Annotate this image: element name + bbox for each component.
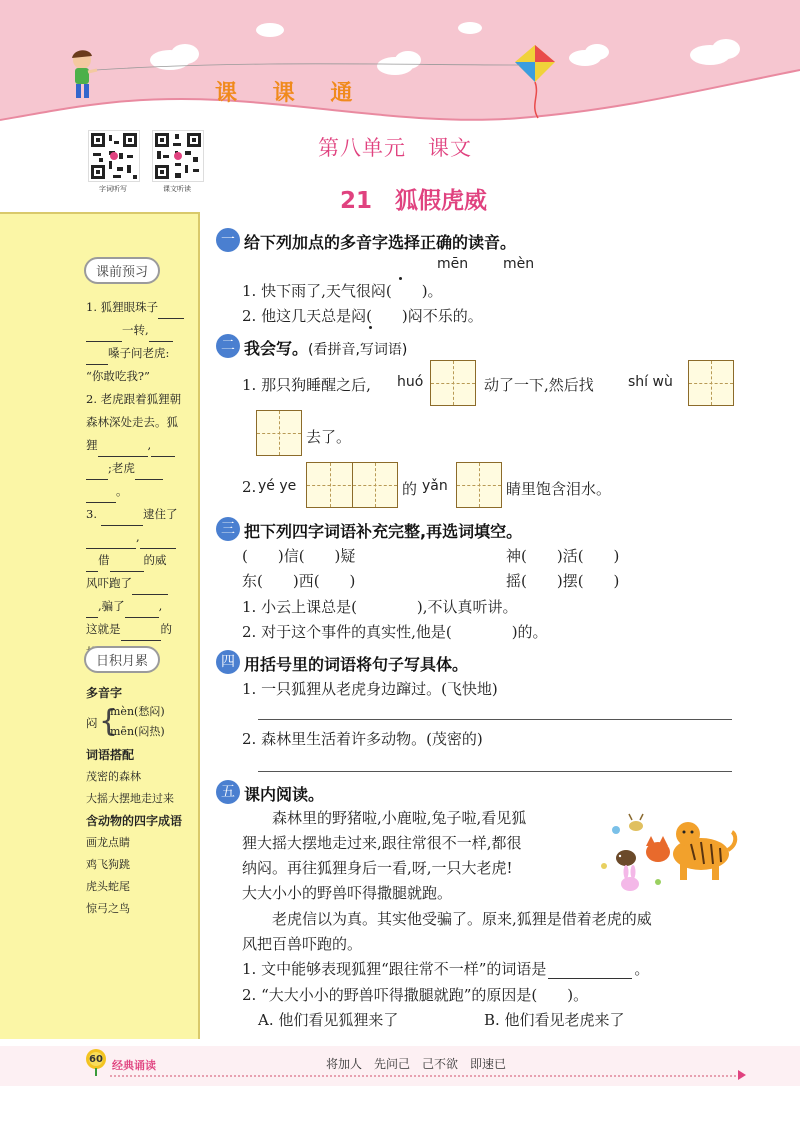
side-text: 嗓子问老虎: <box>108 346 170 360</box>
answer-line[interactable] <box>258 718 732 720</box>
section-heading: 用括号里的词语将句子写具体。 <box>244 655 469 674</box>
idiom-heading: 含动物的四字成语 <box>86 814 183 828</box>
rabbit-icon <box>621 865 639 891</box>
side-text: 1. 狐狸眼珠子 <box>86 300 159 314</box>
passage-line: 老虎信以为真。其实他受骗了。原来,狐狸是借着老虎的威 <box>272 910 652 928</box>
side-text: 这就是 <box>86 622 121 636</box>
side-text: “你敢吃我?” <box>86 369 150 383</box>
question-text: 2. 对于这个事件的真实性,他是( )的。 <box>242 623 548 641</box>
blank[interactable] <box>151 442 175 457</box>
side-text: 借 <box>98 553 110 567</box>
writing-grid[interactable] <box>306 462 398 508</box>
side-text: , <box>158 599 163 613</box>
boar-icon <box>616 850 636 866</box>
blank[interactable] <box>132 580 168 595</box>
side-text: 的 <box>160 622 172 636</box>
passage-line: 纳闷。再往狐狸身后一看,呀,一只大老虎! <box>242 859 513 877</box>
answer-line[interactable] <box>258 770 732 772</box>
question-text: 1. 那只狗睡醒之后, <box>242 376 371 394</box>
daily-heading: 日积月累 <box>84 646 160 673</box>
side-text: 一转, <box>122 323 149 337</box>
side-text: 逮住了 <box>142 507 178 521</box>
section-heading: 给下列加点的多音字选择正确的读音。 <box>244 233 517 252</box>
question-text: 动了一下,然后找 <box>484 376 594 394</box>
page-number: 60 <box>89 1054 103 1065</box>
lesson-title: 21 狐假虎威 <box>340 188 488 214</box>
emphasis-dot <box>399 277 402 280</box>
idiom-item: 虎头蛇尾 <box>86 880 130 893</box>
side-text: 狸 <box>86 438 98 452</box>
blank[interactable] <box>86 557 98 572</box>
qr-code-icon[interactable] <box>152 130 204 182</box>
question-text <box>242 958 649 979</box>
fill-word[interactable]: ( )信( )疑 <box>242 547 356 565</box>
side-text: 3. <box>86 507 97 521</box>
question-text: 2. “大大小小的野兽吓得撒腿就跑”的原因是( )。 <box>242 986 589 1004</box>
section-number: 四 <box>216 650 240 674</box>
section-number: 二 <box>216 334 240 358</box>
footer-verse: 将加人 先问己 己不欲 即速已 <box>326 1057 507 1071</box>
writing-grid[interactable] <box>430 360 476 406</box>
side-text: , <box>147 438 152 452</box>
blank[interactable] <box>121 626 161 641</box>
qr-code-icon[interactable] <box>88 130 140 182</box>
passage-line: 森林里的野猪啦,小鹿啦,兔子啦,看见狐 <box>272 809 527 827</box>
blank[interactable] <box>158 304 184 319</box>
passage-line: 狸大摇大摆地走过来,跟往常很不一样,都很 <box>242 834 522 852</box>
blank[interactable] <box>140 534 176 549</box>
idiom-item: 画龙点睛 <box>86 836 130 849</box>
pinyin-prompt: yǎn <box>422 478 448 494</box>
choice-b[interactable]: B. 他们看见老虎来了 <box>484 1011 625 1029</box>
blank[interactable] <box>98 442 148 457</box>
pinyin-option: mèn <box>503 256 535 272</box>
question-text: 2. 森林里生活着许多动物。(茂密的) <box>242 730 483 748</box>
section-number: 一 <box>216 228 240 252</box>
passage-line: 风把百兽吓跑的。 <box>242 935 363 953</box>
section-number: 五 <box>216 780 240 804</box>
preview-exercises <box>86 296 191 664</box>
unit-title: 第八单元 课文 <box>318 136 472 160</box>
polyphone-heading: 多音字 <box>86 686 123 700</box>
question-text: 1. 快下雨了,天气很闷( )。 <box>242 282 443 300</box>
pinyin-prompt: shí wù <box>628 374 673 390</box>
side-text: ,骗了 <box>98 599 125 613</box>
question-text: 1. 小云上课总是( ),不认真听讲。 <box>242 598 518 616</box>
writing-grid[interactable] <box>688 360 734 406</box>
fill-word[interactable]: 摇( )摆( ) <box>506 572 620 590</box>
pinyin-prompt: huó <box>397 374 424 390</box>
question-text: 2. <box>242 478 257 496</box>
polyphone-reading: mèn(愁闷) <box>110 705 165 718</box>
footer-divider <box>110 1075 740 1077</box>
collocation-heading: 词语搭配 <box>86 748 135 762</box>
question-text: 。 <box>634 960 650 978</box>
fill-word[interactable]: 神( )活( ) <box>506 547 620 565</box>
blank[interactable] <box>135 465 163 480</box>
footer-label: 经典诵读 <box>112 1059 156 1072</box>
writing-grid[interactable] <box>256 410 302 456</box>
question-text: 睛里饱含泪水。 <box>506 480 612 498</box>
section-hint: (看拼音,写词语) <box>308 342 408 358</box>
blank[interactable] <box>86 465 108 480</box>
side-text: ;老虎 <box>108 461 135 475</box>
collocation-item: 大摇大摆地走过来 <box>86 792 174 805</box>
polyphone-char: 闷 <box>86 716 98 730</box>
blank[interactable] <box>86 350 108 365</box>
blank[interactable] <box>149 327 173 342</box>
polyphone-reading: mēn(闷热) <box>110 725 165 738</box>
section-number: 三 <box>216 517 240 541</box>
blank[interactable] <box>86 327 122 342</box>
section-title: 我会写。 <box>244 339 309 358</box>
tiger-icon <box>673 822 735 880</box>
emphasis-dot <box>369 326 372 329</box>
section-heading: 课内阅读。 <box>244 785 325 804</box>
side-text: 。 <box>116 484 128 498</box>
qr-caption: 字词听写 <box>99 185 127 193</box>
idiom-item: 惊弓之鸟 <box>86 902 130 915</box>
qr-caption: 课文听读 <box>163 185 191 193</box>
section-heading <box>244 336 407 359</box>
header-banner <box>0 0 800 150</box>
choice-a[interactable]: A. 他们看见狐狸来了 <box>258 1011 399 1029</box>
polyphone-entry <box>86 704 194 744</box>
preview-heading: 课前预习 <box>84 257 160 284</box>
section-heading: 把下列四字词语补充完整,再选词填空。 <box>244 522 523 541</box>
arrow-icon <box>738 1070 746 1080</box>
passage-line: 大大小小的野兽吓得撒腿就跑。 <box>242 884 453 902</box>
idiom-item: 鸡飞狗跳 <box>86 858 130 871</box>
blank[interactable] <box>101 511 143 526</box>
writing-grid[interactable] <box>456 462 502 508</box>
question-text: 1. 文中能够表现狐狸“跟往常不一样”的词语是 <box>242 960 547 978</box>
side-text: 风吓跑了 <box>86 576 132 590</box>
brace-icon: { <box>99 704 119 739</box>
fox-icon <box>646 836 670 862</box>
side-text: 2. 老虎跟着狐狸朝 <box>86 392 182 406</box>
side-text: 的威 <box>143 553 167 567</box>
blank[interactable] <box>125 603 159 618</box>
question-text: 1. 一只狐狸从老虎身边蹿过。(飞快地) <box>242 680 498 698</box>
fill-word[interactable]: 东( )西( ) <box>242 572 356 590</box>
pinyin-option: mēn <box>437 256 469 272</box>
collocation-item: 茂密的森林 <box>86 770 141 783</box>
question-text: 的 <box>402 480 418 498</box>
question-text: 2. 他这几天总是闷( )闷不乐的。 <box>242 307 483 325</box>
side-text: 森林深处走去。狐 <box>86 415 178 429</box>
blank[interactable] <box>110 557 144 572</box>
blank[interactable] <box>86 603 98 618</box>
blank[interactable] <box>86 534 136 549</box>
animals-illustration <box>596 806 742 896</box>
deer-icon <box>629 814 643 831</box>
side-text: , <box>136 530 140 544</box>
blank[interactable] <box>86 488 116 503</box>
brand-title: 课 课 通 <box>215 81 367 106</box>
pinyin-prompt: yé ye <box>258 478 297 494</box>
daily-accumulation <box>86 682 194 920</box>
question-text: 去了。 <box>306 428 352 446</box>
blank[interactable] <box>548 964 632 979</box>
